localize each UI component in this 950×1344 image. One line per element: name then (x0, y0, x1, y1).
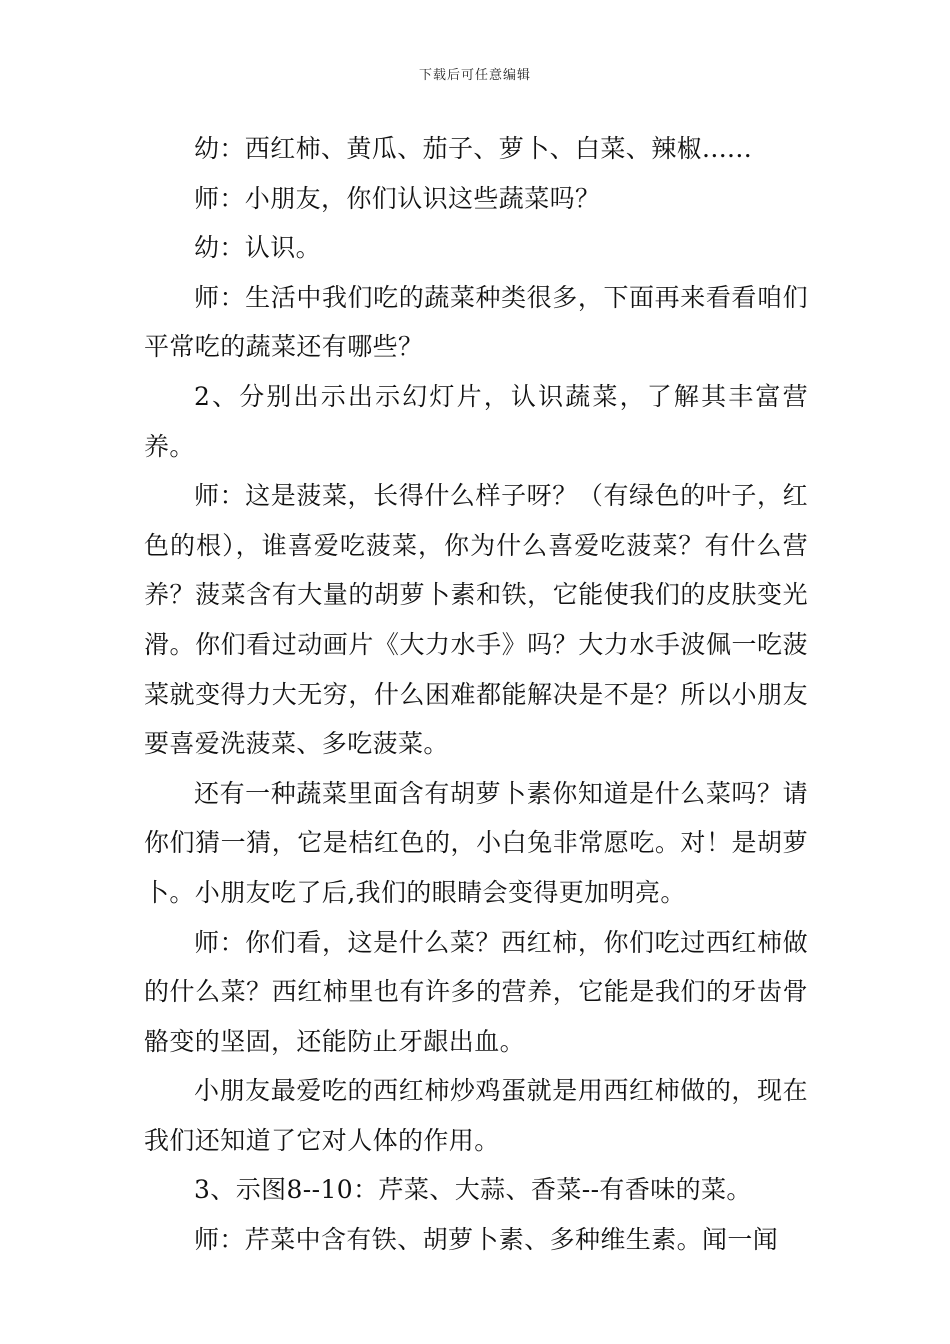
paragraph-dialogue-child-vegetables: 幼：西红柿、黄瓜、茄子、萝卜、白菜、辣椒...... (194, 134, 753, 163)
paragraph-tomato-egg: 小朋友最爱吃的西红柿炒鸡蛋就是用西红柿做的，现在我们还知道了它对人体的作用。 (144, 1076, 808, 1155)
paragraph-teacher-question: 师：小朋友，你们认识这些蔬菜吗？ (194, 183, 601, 213)
paragraph-step-2: 2、分别出示出示幻灯片，认识蔬菜，了解其丰富营养。 (144, 381, 808, 461)
page-header: 下载后可任意编辑 (418, 68, 531, 83)
paragraph-tomato: 师：你们看，这是什么菜？西红柿，你们吃过西红柿做的什么菜？西红柿里也有许多的营养，它能是我们的牙齿骨骼变的坚固，还能防止牙龈出血。 (144, 927, 808, 1056)
paragraph-child-answer: 幼：认识。 (194, 233, 322, 263)
paragraph-celery: 师：芹菜中含有铁、胡萝卜素、多种维生素。闻一闻 (194, 1225, 779, 1255)
document-body (144, 124, 808, 1265)
paragraph-spinach: 师：这是菠菜，长得什么样子呀？（有绿色的叶子，红色的根），谁喜爱吃菠菜，你为什么喜爱吃菠菜？有什么营养？菠菜含有大量的胡萝卜素和铁，它能使我们的皮肤变光滑。你们看过动画片《大力水手》吗？大力水手波佩一吃菠菜就变得力大无穷，什么困难都能解决是不是？所以小朋友要喜爱洗菠菜、多吃菠菜。 (144, 481, 808, 759)
paragraph-teacher-variety: 师：生活中我们吃的蔬菜种类很多，下面再来看看咱们平常吃的蔬菜还有哪些？ (144, 282, 808, 362)
paragraph-carrot: 还有一种蔬菜里面含有胡萝卜素你知道是什么菜吗？请你们猜一猜，它是桔红色的，小白兔非常愿吃。对！是胡萝卜。小朋友吃了后,我们的眼睛会变得更加明亮。 (144, 778, 808, 907)
paragraph-step-3: 3、示图8--10：芹菜、大蒜、香菜--有香味的菜。 (194, 1175, 752, 1205)
